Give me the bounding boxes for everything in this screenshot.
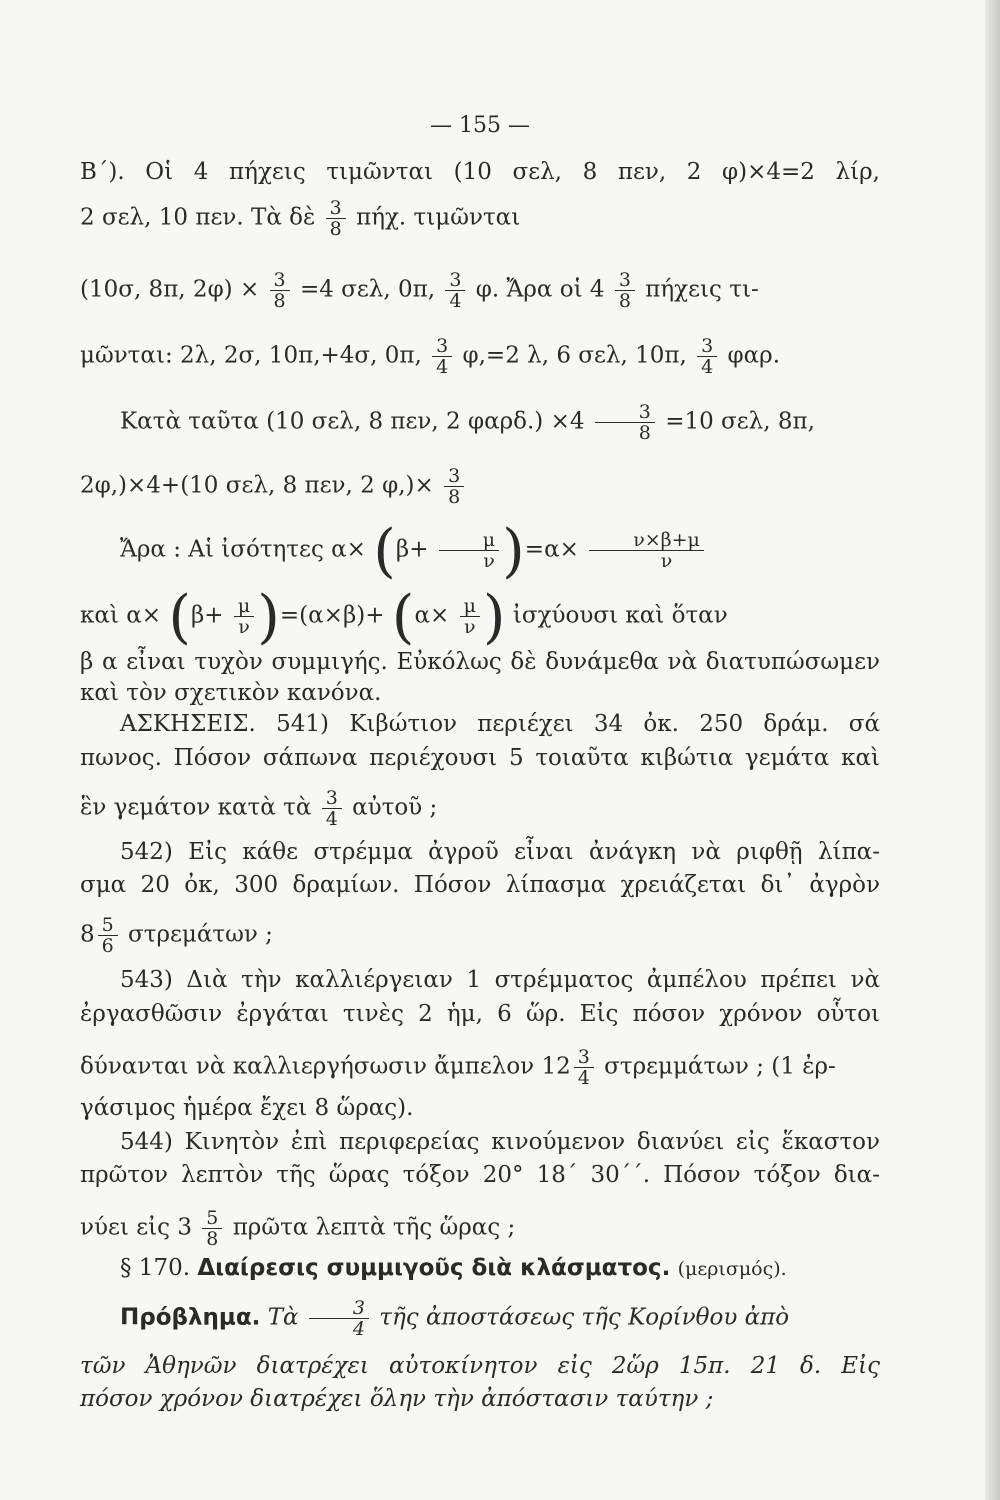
numerator: μ (234, 596, 254, 617)
fraction-three-quarters (322, 788, 342, 829)
rule-line-1 (80, 516, 880, 585)
numerator: 3 (309, 1298, 369, 1319)
fraction-three-quarters (432, 336, 452, 377)
fraction-five-sixths (98, 915, 118, 956)
denominator: 4 (701, 356, 714, 378)
exercise-543-line-4: γάσιμος ἡμέρα ἔχει 8 ὥρας). (80, 1095, 414, 1121)
rule-line-4: καὶ τὸν σχετικὸν κανόνα. (80, 680, 382, 706)
text: 2φ,)×4+(10 σελ, 8 πεν, 2 φ,)× (80, 472, 434, 499)
numerator: μ (460, 596, 480, 617)
denominator: 8 (448, 486, 461, 508)
para-b-line-1: B΄). Οἱ 4 πήχεις τιμῶνται (10 σελ, 8 πεν, 2 φ)×4=2 λίρ, (80, 159, 880, 185)
numerator: 5 (98, 915, 118, 936)
numerator: 3 (445, 270, 465, 291)
problem-line-2: τῶν Ἀθηνῶν διατρέχει αὐτοκίνητον εἰς 2ὥρ 15π. 21 δ. Εἰς (80, 1353, 880, 1379)
fraction-three-quarters (309, 1298, 369, 1339)
denominator: 8 (638, 422, 651, 444)
text: μῶνται: 2λ, 2σ, 10π,+4σ, 0π, (80, 342, 422, 369)
denominator: 8 (273, 290, 286, 312)
text: Ἄρα : Αἱ ἰσότητες α× (120, 536, 366, 563)
numerator: 3 (444, 466, 464, 487)
fraction-mu-nu (234, 596, 254, 637)
fraction-mu-nu (439, 530, 499, 571)
denominator: 4 (577, 1067, 590, 1089)
denominator: ν (660, 550, 673, 572)
section-title: Διαίρεσις συμμιγοῦς διὰ κλάσματος. (197, 1255, 671, 1281)
exercise-543-line-2: ἐργασθῶσιν ἐργάται τινὲς 2 ἡμ, 6 ὥρ. Εἰς πόσον χρόνον οὗτοι (80, 1001, 880, 1027)
text: φ,=2 λ, 6 σελ, 10π, (462, 342, 687, 369)
fraction-three-eighths (444, 466, 464, 507)
text: ἰσχύουσι καὶ ὅταν (512, 602, 728, 629)
denominator: ν (238, 616, 250, 638)
fraction-three-quarters (574, 1047, 594, 1088)
page-number: — 155 — (430, 113, 530, 138)
text: φ. Ἄρα οἱ 4 (475, 276, 605, 303)
exercise-542-line-3 (80, 915, 880, 956)
denominator: 8 (329, 218, 342, 240)
text: (10σ, 8π, 2φ) × (80, 276, 260, 303)
denominator: 8 (206, 1228, 219, 1250)
page-edge-shadow (985, 0, 1000, 1500)
exercise-543-line-1: 543) Διὰ τὴν καλλιέργειαν 1 στρέμματος ἀμπέλου πρέπει νὰ (120, 967, 880, 993)
numerator: 3 (574, 1047, 594, 1068)
fraction-three-eighths (595, 402, 655, 443)
denominator: 4 (352, 1318, 365, 1340)
exercise-542-line-1: 542) Εἰς κάθε στρέμμα ἀγροῦ εἶναι ἀνάγκη νὰ ριφθῇ λίπα- (120, 839, 880, 865)
right-paren: ) (257, 582, 280, 651)
denominator: 4 (325, 808, 338, 830)
exercise-544-line-1: 544) Κινητὸν ἐπὶ περιφερείας κινούμενον διανύει εἰς ἕκαστον (120, 1129, 880, 1155)
exercise-544-line-3 (80, 1208, 880, 1249)
left-paren: ( (373, 516, 396, 585)
text: β+ (191, 602, 224, 629)
denominator: ν (483, 550, 495, 572)
exercise-544-line-2: πρῶτον λεπτὸν τῆς ὥρας τόξον 20° 18΄ 30΄΄. Πόσον τόξον δια- (80, 1162, 880, 1188)
section-heading (80, 1254, 880, 1283)
fraction-three-eighths (615, 270, 635, 311)
para-b-line-3 (80, 270, 880, 311)
numerator: 3 (270, 270, 290, 291)
fraction-mu-nu (460, 596, 480, 637)
text: =10 σελ, 8π, (665, 408, 815, 435)
fraction-three-eighths (270, 270, 290, 311)
text: στρεμάτων ; (128, 921, 273, 948)
text: =4 σελ, 0π, (299, 276, 436, 303)
text: πήχεις τι- (645, 276, 759, 303)
numerator: 3 (615, 270, 635, 291)
section-note: (μερισμός). (677, 1258, 787, 1280)
right-paren: ) (482, 582, 506, 651)
rule-line-3: β α εἶναι τυχὸν συμμιγής. Εὐκόλως δὲ δυνάμεθα νὰ διατυπώσωμεν (80, 649, 880, 675)
text: τῆς ἀποστάσεως τῆς Κορίνθου ἀπὸ (379, 1304, 790, 1331)
problem-line-1 (80, 1298, 880, 1339)
text: Τὰ (267, 1304, 299, 1331)
numerator: 3 (697, 336, 717, 357)
text: ἓν γεμάτον κατὰ τὰ (80, 794, 312, 821)
numerator: 3 (432, 336, 452, 357)
exercise-541-line-1: ΑΣΚΗΣΕΙΣ. 541) Κιβώτιον περιέχει 34 ὀκ. 250 δράμ. σά (120, 711, 880, 737)
numerator: 5 (202, 1208, 222, 1229)
right-paren: ) (502, 516, 525, 585)
denominator: ν (463, 616, 476, 638)
exercise-541-line-3 (80, 788, 880, 829)
denominator: 4 (449, 290, 462, 312)
fraction-nu-beta-mu (589, 530, 704, 571)
left-paren: ( (391, 582, 415, 651)
text: Κατὰ ταῦτα (10 σελ, 8 πεν, 2 φαρδ.) ×4 (120, 408, 585, 435)
fraction-three-quarters (445, 270, 465, 311)
denominator: 8 (618, 290, 631, 312)
para-b-line-2 (80, 198, 880, 239)
numerator: μ (439, 530, 499, 551)
numerator: ν×β+μ (589, 530, 704, 551)
numerator: 3 (322, 788, 342, 809)
numerator: 3 (326, 198, 346, 219)
fraction-three-quarters (697, 336, 717, 377)
denominator: 4 (436, 356, 449, 378)
text: πρῶτα λεπτὰ τῆς ὥρας ; (232, 1214, 516, 1241)
text: =(α×β)+ (279, 602, 385, 629)
text: νύει εἰς 3 (80, 1214, 192, 1241)
text: καὶ α× (80, 602, 162, 629)
text: 8 (80, 921, 95, 948)
exercise-542-line-2: σμα 20 ὀκ, 300 δραμίων. Πόσον λίπασμα χρειάζεται δι᾽ ἀγρὸν (80, 872, 880, 898)
text: =α× (524, 536, 579, 563)
rule-line-2 (80, 582, 880, 651)
left-paren: ( (168, 582, 191, 651)
fraction-three-eighths (326, 198, 346, 239)
exercise-543-line-3 (80, 1047, 880, 1088)
text: α× (414, 602, 450, 629)
text: δύνανται νὰ καλλιεργήσωσιν ἄμπελον 12 (80, 1053, 571, 1080)
text: 2 σελ, 10 πεν. Τὰ δὲ (80, 204, 316, 231)
text: πήχ. τιμῶνται (356, 204, 521, 231)
problem-line-3: πόσον χρόνον διατρέχει ὅλην τὴν ἀπόστασιν ταύτην ; (80, 1386, 714, 1412)
para-b-line-6 (80, 466, 880, 507)
text: β+ (395, 536, 429, 563)
para-b-line-4 (80, 336, 880, 377)
text: φαρ. (727, 342, 780, 369)
numerator: 3 (595, 402, 655, 423)
text: στρεμμάτων ; (1 ἐρ- (604, 1053, 836, 1080)
denominator: 6 (101, 935, 114, 957)
para-b-line-5 (80, 402, 880, 443)
fraction-five-eighths (202, 1208, 222, 1249)
text: αὐτοῦ ; (352, 794, 438, 821)
section-number: § 170. (120, 1255, 191, 1281)
exercise-541-line-2: πωνος. Πόσον σάπωνα περιέχουσι 5 τοιαῦτα κιβώτια γεμάτα καὶ (80, 745, 880, 771)
problem-label: Πρόβλημα. (120, 1304, 261, 1331)
